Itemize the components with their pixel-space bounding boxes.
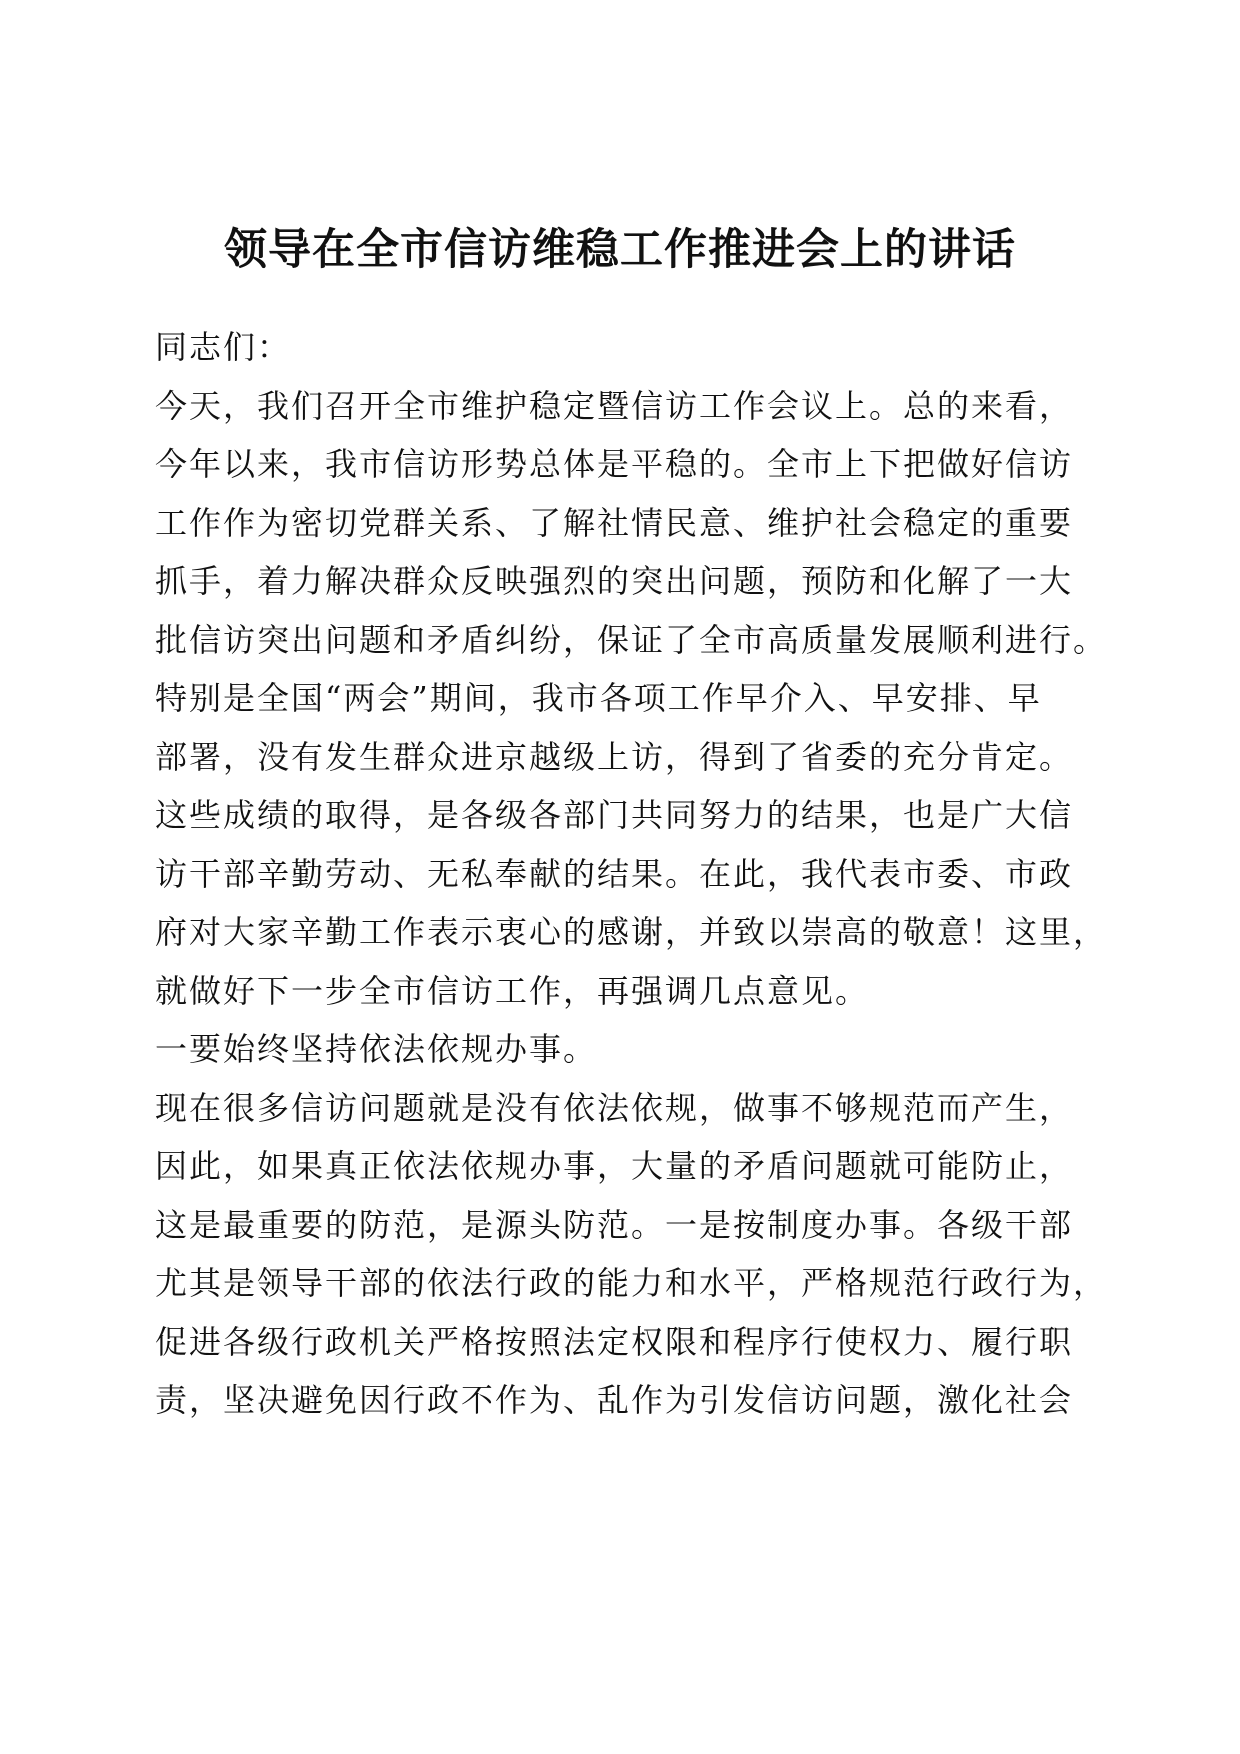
- body-line: 访干部辛勤劳动、无私奉献的结果。在此，我代表市委、市政: [155, 854, 1074, 893]
- body-line: 这是最重要的防范，是源头防范。一是按制度办事。各级干部: [155, 1205, 1074, 1244]
- salutation-line: 同志们：: [155, 328, 292, 366]
- body-line: 因此，如果真正依法依规办事，大量的矛盾问题就可能防止，: [155, 1147, 1074, 1185]
- body-line: 促进各级行政机关严格按照法定权限和程序行使权力、履行职: [155, 1322, 1074, 1361]
- section-heading: 一要始终坚持依法依规办事。: [155, 1030, 598, 1068]
- body-line: 工作作为密切党群关系、了解社情民意、维护社会稳定的重要: [155, 503, 1074, 542]
- body-line: 尤其是领导干部的依法行政的能力和水平，严格规范行政行为，: [155, 1264, 1108, 1302]
- body-line: 抓手，着力解决群众反映强烈的突出问题，预防和化解了一大: [155, 562, 1074, 600]
- body-line: 今天，我们召开全市维护稳定暨信访工作会议上。总的来看，: [155, 386, 1074, 425]
- body-line: 今年以来，我市信访形势总体是平稳的。全市上下把做好信访: [155, 445, 1074, 483]
- document-body: [155, 318, 1108, 1430]
- body-line: 批信访突出问题和矛盾纠纷，保证了全市高质量发展顺利进行。: [155, 620, 1108, 659]
- body-line: 责，坚决避免因行政不作为、乱作为引发信访问题，激化社会: [155, 1381, 1074, 1419]
- document-title: 领导在全市信访维稳工作推进会上的讲话: [224, 225, 1016, 275]
- body-line: 这些成绩的取得，是各级各部门共同努力的结果，也是广大信: [155, 796, 1074, 834]
- body-line: 部署，没有发生群众进京越级上访，得到了省委的充分肯定。: [155, 737, 1074, 776]
- body-line: 现在很多信访问题就是没有依法依规，做事不够规范而产生，: [155, 1088, 1074, 1127]
- body-line: 府对大家辛勤工作表示衷心的感谢，并致以崇高的敬意！这里，: [155, 913, 1108, 951]
- body-line: 就做好下一步全市信访工作，再强调几点意见。: [155, 971, 870, 1010]
- body-line: 特别是全国“两会”期间，我市各项工作早介入、早安排、早: [155, 679, 1042, 717]
